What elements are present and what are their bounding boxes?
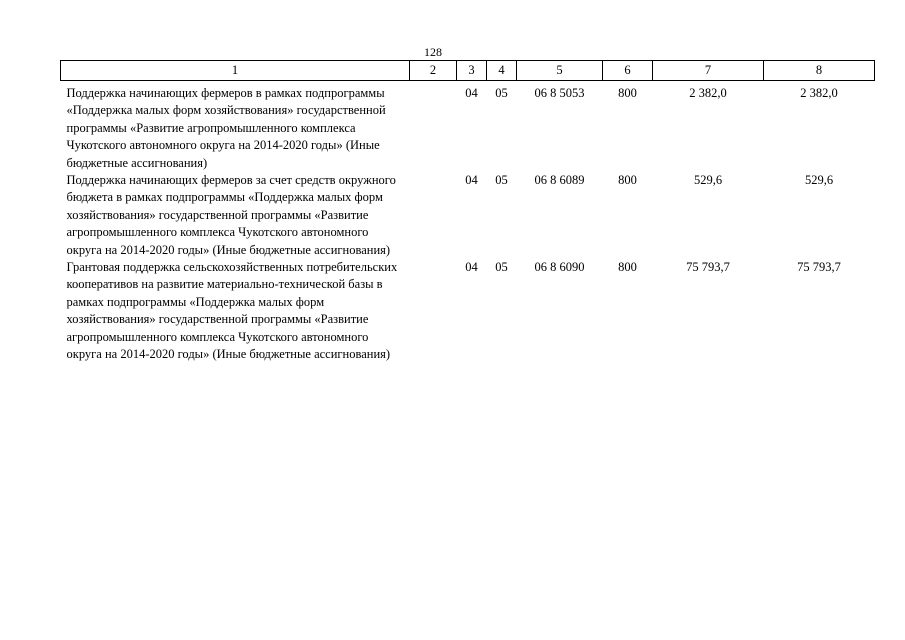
row-col2 <box>410 259 457 363</box>
row-amount-1: 2 382,0 <box>689 86 727 100</box>
row-description: Поддержка начинающих фермеров за счет средств окружного бюджета в рамках подпрограммы «Поддержка малых форм хозяйствования» государственной программы «Развитие агропромышленного комплекса Чукотского автономного округа на 2014-2020 годы» (Иные бюджетные ассигнования) <box>66 173 396 257</box>
budget-table <box>60 60 875 364</box>
table-row <box>61 259 875 363</box>
row-amount-2: 75 793,7 <box>797 260 841 275</box>
header-cell-8: 8 <box>764 61 875 81</box>
header-cell-4: 4 <box>487 61 517 81</box>
row-target-article: 06 8 5053 <box>534 86 585 100</box>
row-subsection: 05 <box>495 173 508 188</box>
row-section: 04 <box>465 173 478 188</box>
header-cell-1: 1 <box>61 61 410 81</box>
table-row <box>61 81 875 173</box>
row-description: Поддержка начинающих фермеров в рамках подпрограммы «Поддержка малых форм хозяйствования» государственной программы «Развитие агропромышленного комплекса Чукотского автономного округа на 2014-2020 годы» (Иные бюджетные ассигнования) <box>66 86 386 170</box>
row-section: 04 <box>465 260 478 275</box>
row-col2 <box>410 172 457 259</box>
header-row <box>61 61 875 81</box>
row-subsection: 05 <box>495 86 508 100</box>
row-amount-1: 75 793,7 <box>686 260 730 275</box>
row-amount-2: 529,6 <box>804 173 834 188</box>
row-amount-1: 529,6 <box>693 173 723 188</box>
row-target-article: 06 8 6089 <box>534 173 585 188</box>
row-subsection: 05 <box>495 260 508 275</box>
table-row <box>61 172 875 259</box>
page-number: 128 <box>424 45 442 59</box>
header-cell-7: 7 <box>653 61 764 81</box>
row-expense-type: 800 <box>618 260 637 275</box>
row-expense-type: 800 <box>618 86 637 100</box>
row-expense-type: 800 <box>618 173 637 188</box>
row-section: 04 <box>465 86 478 100</box>
row-description: Грантовая поддержка сельскохозяйственных потребительских кооперативов на развитие материально-технической базы в рамках подпрограммы «Поддержка малых форм хозяйствования» государственной программы «Развитие агропромышленного комплекса Чукотского автономного округа на 2014-2020 годы» (Иные бюджетные ассигнования) <box>66 260 398 362</box>
header-cell-2: 2 <box>410 61 457 81</box>
row-col2 <box>410 81 457 173</box>
row-target-article: 06 8 6090 <box>534 260 585 275</box>
header-cell-6: 6 <box>603 61 653 81</box>
header-cell-5: 5 <box>517 61 603 81</box>
row-amount-2: 2 382,0 <box>800 86 838 100</box>
header-cell-3: 3 <box>457 61 487 81</box>
